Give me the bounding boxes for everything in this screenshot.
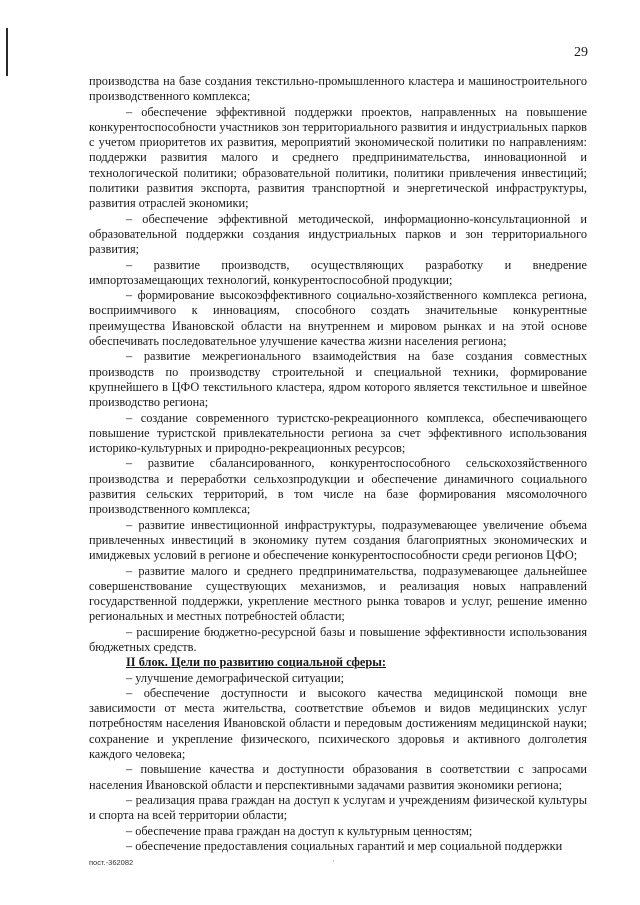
paragraph: – обеспечение эффективной поддержки проектов, направленных на повышение конкурентоспособности участников зон территориального развития и индустриальных парков с учетом приоритетов их развития, мероприятий экономической политики по направлениям: поддержки развития малого и среднего предпринимательства, инновационной и технологической политики; образовательной политики, политики привлечения инвестиций; политики развития экспорта, развития транспортной и энергетической инфраструктуры, развития отраслей экономики; [89,104,587,211]
paragraph: – развитие сбалансированного, конкурентоспособного сельскохозяйственного производства и переработки сельхозпродукции и обеспечение динамичного социального развития сельских территорий, в том числе на базе формирования мясомолочного производственного комплекса; [89,456,587,517]
paragraph: – развитие межрегионального взаимодействия на базе создания совместных производств по производству строительной и специальной техники, формирование крупнейшего в ЦФО текстильного кластера, ядром которого является текстильное и швейное производство региона; [89,349,587,410]
paragraph: – обеспечение предоставления социальных гарантий и мер социальной поддержки [126,838,563,853]
paragraph: – повышение качества и доступности образования в соответствии с запросами населения Ивановской области и перспективными задачами развития экономики региона; [89,762,587,792]
paragraph: – обеспечение права граждан на доступ к культурным ценностям; [126,823,473,838]
page-number: 29 [574,45,588,60]
paragraph: – реализация права граждан на доступ к услугам и учреждениям физической культуры и спорта на всей территории области; [89,792,587,823]
scan-margin-mark [6,28,8,76]
paragraph: – формирование высокоэффективного социально-хозяйственного комплекса региона, восприимчивого к инновациям, способного создать значительные конкурентные преимущества Ивановской области на внутреннем и мировом рынках и на этой основе обеспечивать последовательное улучшение качества жизни населения региона; [89,288,587,349]
section-heading [89,655,587,670]
paragraph: – развитие производств, осуществляющих разработку и внедрение импортозамещающих технологий, конкурентоспособной продукции; [89,257,587,287]
footer-code: пост.-362082 [89,858,134,867]
paragraph: – расширение бюджетно-ресурсной базы и повышение эффективности использования бюджетных средств. [89,624,587,654]
paragraph: – создание современного туристско-рекреационного комплекса, обеспечивающего повышение туристской привлекательности региона за счет эффективного использования историко-культурных и природно-рекреационных ресурсов; [89,410,587,456]
paragraph: – обеспечение эффективной методической, информационно-консультационной и образовательной поддержки создания индустриальных парков и зон территориального развития; [89,211,587,257]
footer-mark: · [332,857,335,866]
paragraph: – развитие инвестиционной инфраструктуры, подразумевающее увеличение объема привлеченных инвестиций в экономику путем создания благоприятных экономических и имиджевых условий в регионе и обеспечение конкурентоспособности среди регионов ЦФО; [89,517,587,563]
paragraph: производства на базе создания текстильно-промышленного кластера и машиностроительного производственного комплекса; [89,74,587,104]
paragraph: – улучшение демографической ситуации; [126,670,345,685]
section-heading-text: II блок. Цели по развитию социальной сферы: [126,655,387,670]
document-body [89,74,587,854]
paragraph: – развитие малого и среднего предпринимательства, подразумевающее дальнейшее совершенствование существующих механизмов, и реализация новых направлений государственной поддержки, укрепление местного рынка товаров и услуг, решение именно региональных и местных потребностей области; [89,563,587,624]
paragraph: – обеспечение доступности и высокого качества медицинской помощи вне зависимости от места жительства, соответствие объемов и видов медицинских услуг потребностям населения Ивановской области и передовым достижениям медицинской науки; сохранение и укрепление физического, психического здоровья и активного долголетия каждого человека; [89,685,587,762]
